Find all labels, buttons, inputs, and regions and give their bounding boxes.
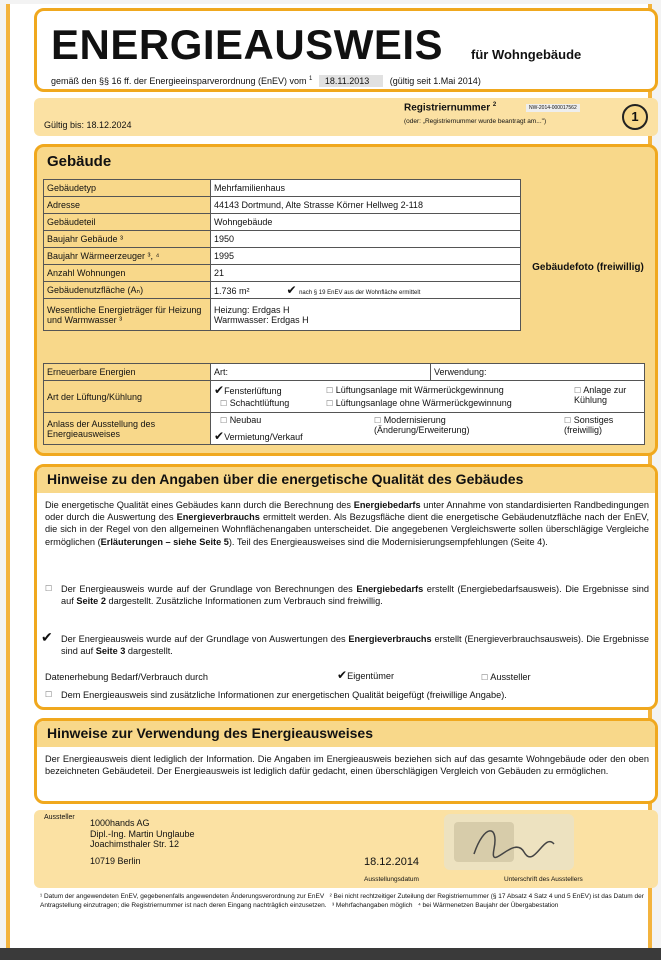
signature-stamp [444,814,574,870]
page-title: ENERGIEAUSWEIS [51,21,444,68]
row-value: 1950 [211,231,521,248]
vent-option: Lüftungsanlage mit Wärmerückgewinnung [335,384,504,395]
text: dargestellt. Zusätzliche Informationen zum Verbrauch sind freiwillig. [105,596,383,607]
table-row [44,180,521,197]
row-label: Adresse [44,197,211,214]
quality-notes-section [34,464,658,710]
option-demand [45,583,649,607]
text: Energiebedarfs [356,584,424,594]
section-heading: Hinweise zur Verwendung des Energieausweises [47,725,374,741]
area-value: 1.736 m² [214,286,250,296]
renew-use: Verwendung: [431,364,645,381]
checkbox-icon: ☐ [326,398,334,408]
usage-text: Der Energieausweis dient lediglich der Information. Die Angaben im Energieausweis beziehen sich auf das gesamte Wohngebäude oder den oben bezeichneten Gebäudeteil. Der Energieausweis ist lediglich dafür gedacht, einen überschlägigen Vergleich von Gebäuden zu ermöglichen. [45,754,649,777]
text: Energiebedarfs [353,500,421,510]
usage-notes-section [34,718,658,804]
regulation-text: gemäß den §§ 16 ff. der Energieeinsparverordnung (EnEV) vom [51,76,307,86]
table-row [44,364,645,381]
issuer-label: Aussteller [44,814,75,821]
checkmark-icon: ✔ [214,382,225,397]
building-photo-placeholder: Gebäudefoto (freiwillig) [532,261,644,273]
row-label: Baujahr Wärmeerzeuger ³, ⁴ [44,248,211,265]
checkbox-icon: ☐ [45,584,53,593]
issue-date: 18.12.2014 [364,856,420,868]
section-header [37,721,655,747]
reason-option: Modernisierung (Änderung/Erweiterung) [374,414,470,435]
reason-option: Neubau [229,414,262,425]
section-heading: Hinweise zu den Angaben über die energetische Qualität des Gebäudes [47,471,524,487]
issuer-line: Dipl.-Ing. Martin Unglaube [90,828,195,839]
row-value: Wohngebäude [211,214,521,231]
building-table [43,179,521,331]
signature-icon [444,814,574,870]
row-label: Gebäudeteil [44,214,211,231]
row-label: Anzahl Wohnungen [44,265,211,282]
row-value: 44143 Dortmund, Alte Strasse Körner Hellweg 2-118 [211,197,521,214]
issuer-line: 10719 Berlin [90,855,141,866]
table-row [44,248,521,265]
checkmark-icon: ✔ [41,629,53,645]
data-label: Datenerhebung Bedarf/Verbrauch durch [45,672,208,682]
text: erstellt (Energieverbrauchsausweis). Die Ergebnisse sind auf [61,634,649,657]
text: dargestellt. [125,646,173,657]
text: Die energetische Qualität eines Gebäudes kann durch die Berechnung des [45,500,354,510]
text: Dem Energieausweis sind zusätzliche Informationen zur energetischen Qualität beigefügt (freiwillige Angabe). [61,690,507,700]
energy-label: Wesentliche Energieträger für Heizung und Warmwasser ³ [44,299,211,331]
issuer-line: 1000hands AG [90,818,150,828]
bottom-strip [0,948,661,960]
checkmark-icon: ✔ [214,428,225,443]
reason-option: Vermietung/Verkauf [224,431,303,442]
reason-option: Sonstiges (freiwillig) [564,414,614,435]
text: Der Energieausweis wurde auf der Grundlage von Auswertungen des [61,634,349,644]
table-row [44,197,521,214]
table-row [44,265,521,282]
owner-option: Eigentümer [347,671,395,681]
checkbox-icon: ☐ [220,398,228,408]
area-note: nach § 19 EnEV aus der Wohnfläche ermittelt [299,290,421,296]
footnotes [40,892,650,910]
vent-option: Lüftungsanlage ohne Wärmerückgewinnung [335,397,512,408]
certificate-page [6,4,652,948]
text: Der Energieausweis wurde auf der Grundlage von Berechnungen des [61,584,357,594]
page-subtitle: für Wohngebäude [471,47,582,62]
footnote: ² Bei nicht rechtzeitiger Zuteilung der Registriernummer (§ 17 Absatz 4 Satz 4 und 5 EnEV) ist das Datum der Antragstellung einzutragen; die Registriernummer ist nach deren Eingang nachträglich einzusetzen. [40,893,644,909]
registration-label-text: Registriernummer [404,102,491,114]
table-row [44,413,645,445]
regulation-line [51,75,481,87]
renew-art: Art: [211,364,431,381]
regulation-suffix: (gültig seit 1.Mai 2014) [389,76,481,86]
row-value: Mehrfamilienhaus [211,180,521,197]
registration-box [34,98,658,136]
issuer-address [90,818,195,866]
valid-until: Gültig bis: 18.12.2024 [44,120,132,130]
area-label: Gebäudenutzfläche (Aₙ) [44,282,211,299]
text: Seite 2 [76,596,106,607]
text: Energieverbrauchs [348,634,432,644]
checkmark-icon: ✔ [337,668,348,682]
building-section [34,144,658,456]
registration-label [404,102,496,113]
checkbox-icon: ☐ [220,415,228,425]
energy-heating: Heizung: Erdgas H [214,304,290,315]
text: Erläuterungen – siehe Seite 5 [100,536,229,547]
section-header [37,467,655,493]
footnote: ¹ Datum der angewendeten EnEV, gegebenenfalls angewendeten Änderungsverordnung zur EnEV [40,893,325,900]
energy-cell [211,299,521,331]
text: erstellt (Energiebedarfsausweis). Die Ergebnisse sind auf [61,584,649,607]
table-row [44,299,521,331]
table-row [44,214,521,231]
regulation-sup: 1 [309,76,313,82]
footnote: ⁴ bei Wärmenetzen Baujahr der Übergabestation [417,902,559,909]
checkbox-icon: ☐ [45,690,53,699]
text: unter Annahme von standardisierten Randbedingungen oder durch die Auswertung des [45,500,649,523]
table-row [44,231,521,248]
table-row [44,381,645,413]
checkbox-icon: ☐ [326,385,334,395]
row-value: 21 [211,265,521,282]
vent-option: Fensterlüftung [224,385,282,396]
page-number-badge: 1 [622,104,648,130]
row-value: 1995 [211,248,521,265]
issuer-line: Joachimsthaler Str. 12 [90,839,180,849]
renew-label: Erneuerbare Energien [44,364,211,381]
text: ). Teil des Energieausweises sind die Modernisierungsempfehlungen (Seite 4). [228,536,548,547]
enev-date: 18.11.2013 [319,75,383,87]
option-consumption [41,629,649,657]
issue-date-label: Ausstellungsdatum [364,876,419,883]
vent-option: Schachtlüftung [229,397,290,408]
row-label: Gebäudetyp [44,180,211,197]
registration-number: NW-2014-000017562 [526,104,580,112]
energy-water: Warmwasser: Erdgas H [214,314,309,325]
text: ermittelt werden. Als Bezugsfläche dient die energetische Gebäudenutzfläche nach der EnEV, die sich in der Regel von den allgemeinen Wohnflächenangaben unterscheidet. Die angegebenen Vergleichswerte sollen überschlägige Vergleiche ermöglichen ( [45,512,649,547]
text: Seite 3 [95,646,126,657]
checkbox-icon: ☐ [374,415,382,425]
footnote: ³ Mehrfachangaben möglich [331,902,413,909]
vent-label: Art der Lüftung/Kühlung [44,381,211,413]
title-box [34,8,658,92]
issuer-option: Aussteller [490,672,531,682]
reason-options [211,413,645,445]
checkbox-icon: ☐ [481,673,489,682]
building-table-wide [43,363,645,445]
row-label: Baujahr Gebäude ³ [44,231,211,248]
building-heading: Gebäude [47,153,112,170]
checkmark-icon: ✔ [286,283,297,297]
area-cell [211,282,521,299]
quality-intro [45,499,649,548]
registration-sup: 2 [492,102,497,108]
extra-info [45,689,649,701]
signature-label: Unterschrift des Ausstellers [504,876,583,883]
reason-label: Anlass der Ausstellung des Energieausweises [44,413,211,445]
text: Energieverbrauchs [176,512,260,523]
data-collection [45,668,649,683]
vent-option: Anlage zur Kühlung [574,384,627,405]
issuer-box [34,810,658,888]
checkbox-icon: ☐ [574,385,582,395]
table-row [44,282,521,299]
checkbox-icon: ☐ [564,415,572,425]
registration-note: (oder: „Registriernummer wurde beantragt am...") [404,118,547,125]
vent-options [211,381,645,413]
